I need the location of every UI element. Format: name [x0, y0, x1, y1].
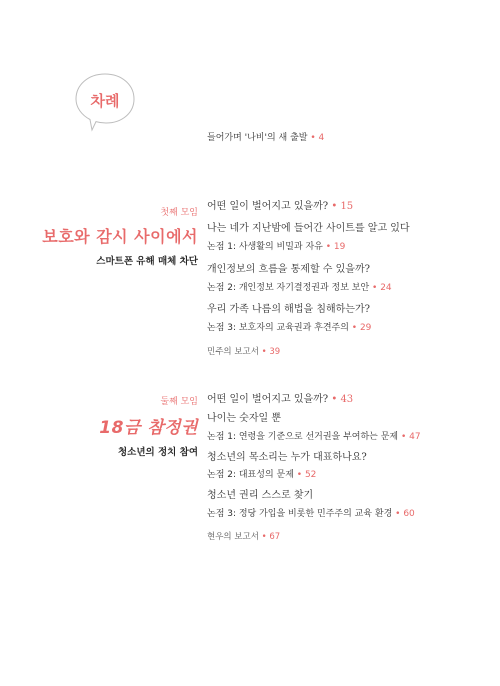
intro-entry-page: 4 [318, 133, 325, 143]
toc-entry[interactable]: 어떤 일이 벌어지고 있을까? • 15 [207, 201, 354, 212]
part-1-subtitle: 스마트폰 유해 매체 차단 [96, 256, 198, 267]
toc-report-entry[interactable]: 현우의 보고서 • 67 [207, 532, 281, 542]
part-1-heading [42, 205, 198, 267]
toc-report-entry[interactable]: 민주의 보고서 • 39 [207, 347, 281, 357]
part-1-label: 첫째 모임 [160, 208, 198, 218]
toc-entry[interactable]: 논점 3: 보호자의 교육권과 후견주의 • 29 [207, 323, 372, 333]
toc-entry[interactable]: 논점 3: 정당 가입을 비롯한 민주주의 교육 환경 • 60 [207, 509, 415, 519]
toc-entry[interactable]: 우리 가족 나름의 해법을 침해하는가? [207, 304, 370, 315]
toc-entry[interactable]: 어떤 일이 벌어지고 있을까? • 43 [207, 394, 354, 405]
intro-entry[interactable]: 들어가며 '나비'의 새 출발 • 4 [207, 133, 325, 143]
toc-entry[interactable]: 논점 1: 사생활의 비밀과 자유 • 19 [207, 242, 346, 252]
part-1-title: 보호와 감시 사이에서 [42, 227, 198, 246]
part-2-title: 18금 참정권 [99, 418, 198, 438]
toc-entry[interactable]: 청소년 권리 스스로 찾기 [207, 490, 314, 501]
toc-entry[interactable]: 개인정보의 흐름을 통제할 수 있을까? [207, 264, 370, 275]
part-2-subtitle: 청소년의 정치 참여 [117, 447, 198, 458]
toc-entry[interactable]: 논점 2: 대표성의 문제 • 52 [207, 470, 317, 480]
toc-entry[interactable]: 논점 2: 개인정보 자기결정권과 정보 보안 • 24 [207, 283, 392, 293]
intro-entry-text: 들어가며 '나비'의 새 출발 [207, 133, 308, 143]
part-2-heading [99, 394, 198, 458]
toc-title-bubble [72, 70, 138, 130]
toc-entry[interactable]: 논점 1: 연령을 기준으로 선거권을 부여하는 문제 • 47 [207, 432, 421, 442]
toc-entry[interactable]: 청소년의 목소리는 누가 대표하나요? [207, 452, 367, 463]
toc-title: 차례 [90, 92, 120, 110]
toc-entry[interactable]: 나는 네가 지난밤에 들어간 사이트를 알고 있다 [207, 223, 410, 234]
part-2-label: 둘째 모임 [160, 397, 198, 407]
toc-entry[interactable]: 나이는 숫자일 뿐 [207, 413, 281, 424]
